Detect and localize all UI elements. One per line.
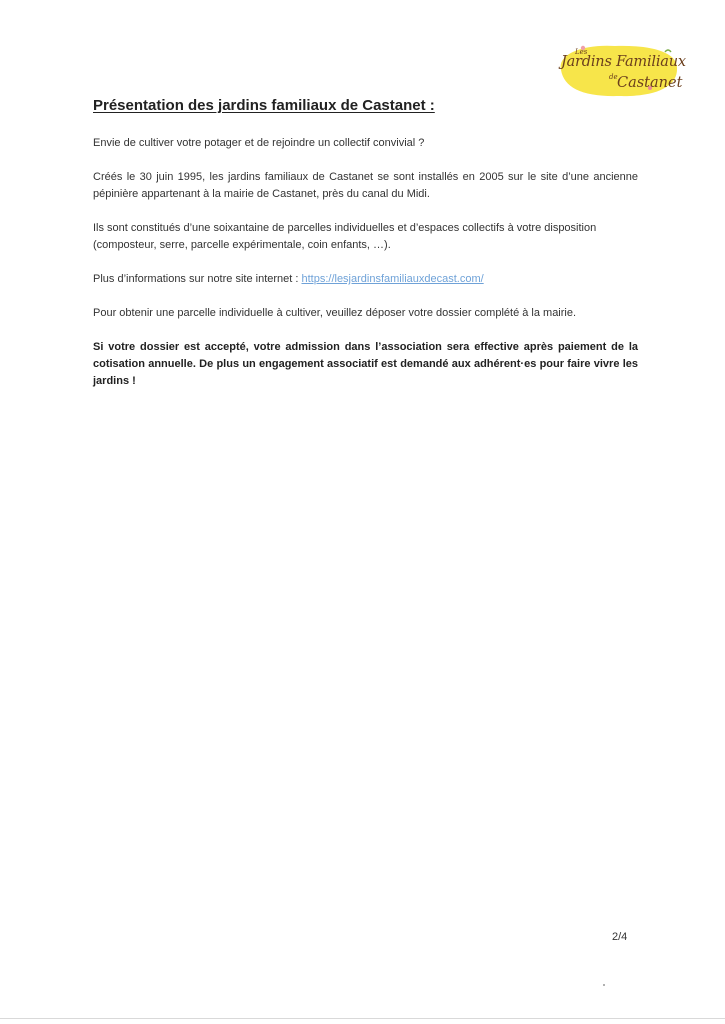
scan-bottom-edge: [0, 1018, 725, 1019]
paragraph-admission: Si votre dossier est accepté, votre admission dans l’association sera effective après paiement de la cotisation annuelle. De plus un engagement associatif est demandé aux adhérent·es pour faire vivre les jardins !: [93, 341, 638, 387]
paragraph-history: Créés le 30 juin 1995, les jardins familiaux de Castanet se sont installés en 2005 sur le site d’une ancienne pépinière appartenant à la mairie de Castanet, près du canal du Midi.: [93, 171, 638, 200]
website-label: Plus d’informations sur notre site internet :: [93, 273, 302, 285]
page-number: 2/4: [612, 931, 628, 943]
document-title: Présentation des jardins familiaux de Castanet :: [93, 97, 435, 114]
scan-speck: [603, 984, 605, 986]
logo-text: [553, 40, 686, 100]
jardins-familiaux-logo: [553, 40, 686, 100]
logo-jardins-familiaux: Jardins Familiaux: [561, 54, 686, 70]
paragraph-application: Pour obtenir une parcelle individuelle à cultiver, veuillez déposer votre dossier complété à la mairie.: [93, 307, 577, 319]
logo-les: Les: [575, 48, 588, 56]
logo-de: de: [609, 73, 618, 81]
paragraph-website: [93, 271, 638, 288]
document-body: [93, 96, 638, 407]
logo-castanet: Castanet: [617, 75, 683, 91]
paragraph-intro: Envie de cultiver votre potager et de rejoindre un collectif convivial ?: [93, 137, 425, 149]
website-link[interactable]: https://lesjardinsfamiliauxdecast.com/: [301, 273, 484, 285]
paragraph-plots: Ils sont constitués d’une soixantaine de parcelles individuelles et d’espaces collectifs à votre disposition (composteur, serre, parcelle expérimentale, coin enfants, …).: [93, 222, 597, 251]
